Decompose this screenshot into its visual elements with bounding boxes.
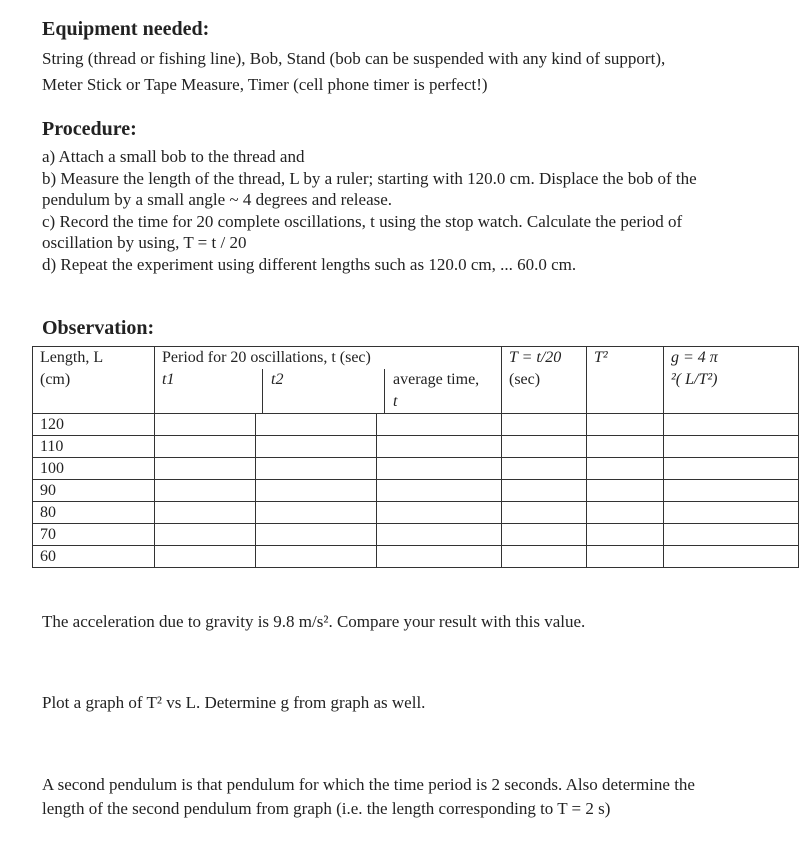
length-cell: 100 [33, 458, 155, 480]
observation-heading: Observation: [42, 317, 155, 339]
header-length [33, 347, 155, 414]
equipment-heading: Equipment needed: [42, 18, 210, 40]
table-row [33, 524, 799, 546]
header-g-formula-2: ²( L/T²) [671, 371, 718, 388]
gravity-text: The acceleration due to gravity is 9.8 m/s². Compare your result with this value. [42, 612, 586, 631]
header-g [664, 347, 799, 414]
procedure-step-b-line1: b) Measure the length of the thread, L by a ruler; starting with 120.0 cm. Displace the bob of the [42, 169, 697, 188]
table-row [33, 436, 799, 458]
equipment-line-1: String (thread or fishing line), Bob, Stand (bob can be suspended with any kind of support), [42, 49, 666, 68]
header-average-label: average time, [393, 371, 480, 388]
second-pendulum-line-1: A second pendulum is that pendulum for which the time period is 2 seconds. Also determine the [42, 775, 695, 794]
header-T [502, 347, 587, 414]
table-row [33, 458, 799, 480]
procedure-step-c-line2: oscillation by using, T = t / 20 [42, 233, 247, 252]
header-period-label: Period for 20 oscillations, t (sec) [162, 349, 371, 366]
header-g-formula: g = 4 π [671, 349, 718, 366]
length-cell: 90 [33, 480, 155, 502]
length-cell: 80 [33, 502, 155, 524]
header-length-unit: (cm) [40, 371, 71, 388]
table-row [33, 502, 799, 524]
second-pendulum-line-2: length of the second pendulum from graph (i.e. the length corresponding to T = 2 s) [42, 799, 611, 818]
table-header-row [33, 347, 799, 414]
observation-table [32, 346, 799, 568]
table-row [33, 414, 799, 436]
table-row [33, 546, 799, 568]
table-row [33, 480, 799, 502]
equipment-line-2: Meter Stick or Tape Measure, Timer (cell phone timer is perfect!) [42, 75, 488, 94]
header-t2: t2 [263, 369, 385, 413]
header-T-label: T = t/20 [509, 349, 562, 366]
procedure-step-b-line2: pendulum by a small angle ~ 4 degrees and release. [42, 190, 393, 209]
procedure-step-c-line1: c) Record the time for 20 complete oscillations, t using the stop watch. Calculate the period of [42, 212, 683, 231]
length-cell: 60 [33, 546, 155, 568]
header-T-unit: (sec) [509, 371, 541, 388]
plot-text: Plot a graph of T² vs L. Determine g from graph as well. [42, 693, 426, 712]
length-cell: 70 [33, 524, 155, 546]
header-t1: t1 [155, 369, 263, 413]
procedure-heading: Procedure: [42, 118, 137, 140]
header-period [155, 347, 502, 414]
header-average-symbol: t [393, 393, 398, 410]
header-average [385, 369, 479, 413]
header-length-label: Length, L [40, 349, 104, 366]
header-T2: T² [587, 347, 664, 414]
procedure-step-d: d) Repeat the experiment using different lengths such as 120.0 cm, ... 60.0 cm. [42, 255, 577, 274]
length-cell: 120 [33, 414, 155, 436]
length-cell: 110 [33, 436, 155, 458]
procedure-step-a: a) Attach a small bob to the thread and [42, 147, 305, 166]
